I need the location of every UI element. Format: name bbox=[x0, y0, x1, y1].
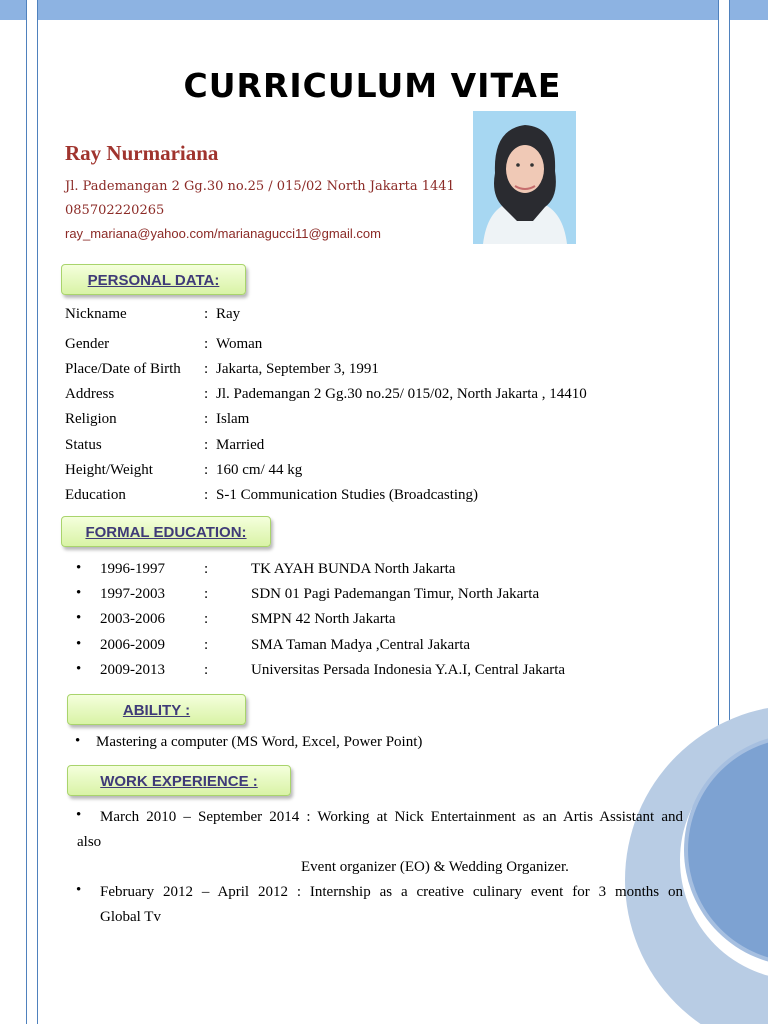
education-colon: : bbox=[204, 637, 209, 653]
applicant-name: Ray Nurmariana bbox=[65, 141, 219, 165]
education-bullet: • bbox=[76, 661, 82, 677]
education-years: 1997-2003 bbox=[100, 586, 165, 602]
education-school: SMPN 42 North Jakarta bbox=[251, 611, 396, 627]
education-years: 2003-2006 bbox=[100, 611, 165, 627]
work-item-1-line-3: Event organizer (EO) & Wedding Organizer. bbox=[301, 859, 569, 875]
work-item-2-line-1: February 2012 – April 2012 : Internship as a creative culinary event for 3 months on bbox=[100, 884, 683, 900]
education-school: SDN 01 Pagi Pademangan Timur, North Jakarta bbox=[251, 586, 540, 602]
personal-label: Address bbox=[65, 386, 115, 402]
personal-colon: : bbox=[204, 336, 209, 352]
work-item-1-line-1: March 2010 – September 2014 : Working at Nick Entertainment as an Artis Assistant and bbox=[100, 809, 683, 825]
personal-label: Height/Weight bbox=[65, 462, 153, 478]
section-ability: ABILITY : bbox=[67, 694, 246, 725]
contact-email[interactable]: ray_mariana@yahoo.com/marianagucci11@gmail.com bbox=[65, 226, 381, 241]
contact-phone: 085702220265 bbox=[65, 203, 165, 218]
education-school: SMA Taman Madya ,Central Jakarta bbox=[251, 637, 471, 653]
section-personal-data: PERSONAL DATA: bbox=[61, 264, 246, 295]
education-school: TK AYAH BUNDA North Jakarta bbox=[251, 561, 456, 577]
personal-value: S-1 Communication Studies (Broadcasting) bbox=[216, 487, 479, 503]
ability-bullet: • bbox=[75, 733, 81, 749]
personal-colon: : bbox=[204, 306, 209, 322]
personal-label: Gender bbox=[65, 336, 110, 352]
work-item-1-line-2: also bbox=[77, 834, 102, 850]
section-formal-education: FORMAL EDUCATION: bbox=[61, 516, 271, 547]
profile-photo bbox=[473, 111, 576, 244]
personal-value: Jl. Pademangan 2 Gg.30 no.25/ 015/02, North Jakarta , 14410 bbox=[216, 386, 587, 402]
personal-value: Ray bbox=[216, 306, 241, 322]
personal-label: Nickname bbox=[65, 306, 127, 322]
personal-colon: : bbox=[204, 411, 209, 427]
education-colon: : bbox=[204, 561, 209, 577]
profile-photo-illustration bbox=[473, 111, 576, 244]
education-bullet: • bbox=[76, 636, 82, 652]
personal-colon: : bbox=[204, 487, 209, 503]
personal-value: Jakarta, September 3, 1991 bbox=[216, 361, 379, 377]
personal-value: Islam bbox=[216, 411, 250, 427]
personal-colon: : bbox=[204, 361, 209, 377]
document-title: CURRICULUM VITAE bbox=[183, 66, 562, 105]
personal-value: Woman bbox=[216, 336, 263, 352]
education-years: 1996-1997 bbox=[100, 561, 165, 577]
work-bullet: • bbox=[76, 882, 82, 898]
work-bullet: • bbox=[76, 807, 82, 823]
personal-label: Place/Date of Birth bbox=[65, 361, 181, 377]
personal-label: Religion bbox=[65, 411, 117, 427]
education-school: Universitas Persada Indonesia Y.A.I, Central Jakarta bbox=[251, 662, 566, 678]
education-colon: : bbox=[204, 662, 209, 678]
education-colon: : bbox=[204, 586, 209, 602]
education-bullet: • bbox=[76, 585, 82, 601]
section-work-experience: WORK EXPERIENCE : bbox=[67, 765, 291, 796]
personal-label: Status bbox=[65, 437, 102, 453]
personal-value: Married bbox=[216, 437, 265, 453]
education-years: 2006-2009 bbox=[100, 637, 165, 653]
contact-address: Jl. Pademangan 2 Gg.30 no.25 / 015/02 North Jakarta 1441 bbox=[65, 179, 455, 194]
personal-colon: : bbox=[204, 386, 209, 402]
personal-value: 160 cm/ 44 kg bbox=[216, 462, 303, 478]
education-years: 2009-2013 bbox=[100, 662, 165, 678]
ability-item: Mastering a computer (MS Word, Excel, Power Point) bbox=[96, 734, 423, 750]
work-item-2-line-2: Global Tv bbox=[100, 909, 161, 925]
education-colon: : bbox=[204, 611, 209, 627]
personal-colon: : bbox=[204, 437, 209, 453]
education-bullet: • bbox=[76, 560, 82, 576]
education-bullet: • bbox=[76, 610, 82, 626]
personal-colon: : bbox=[204, 462, 209, 478]
personal-label: Education bbox=[65, 487, 126, 503]
